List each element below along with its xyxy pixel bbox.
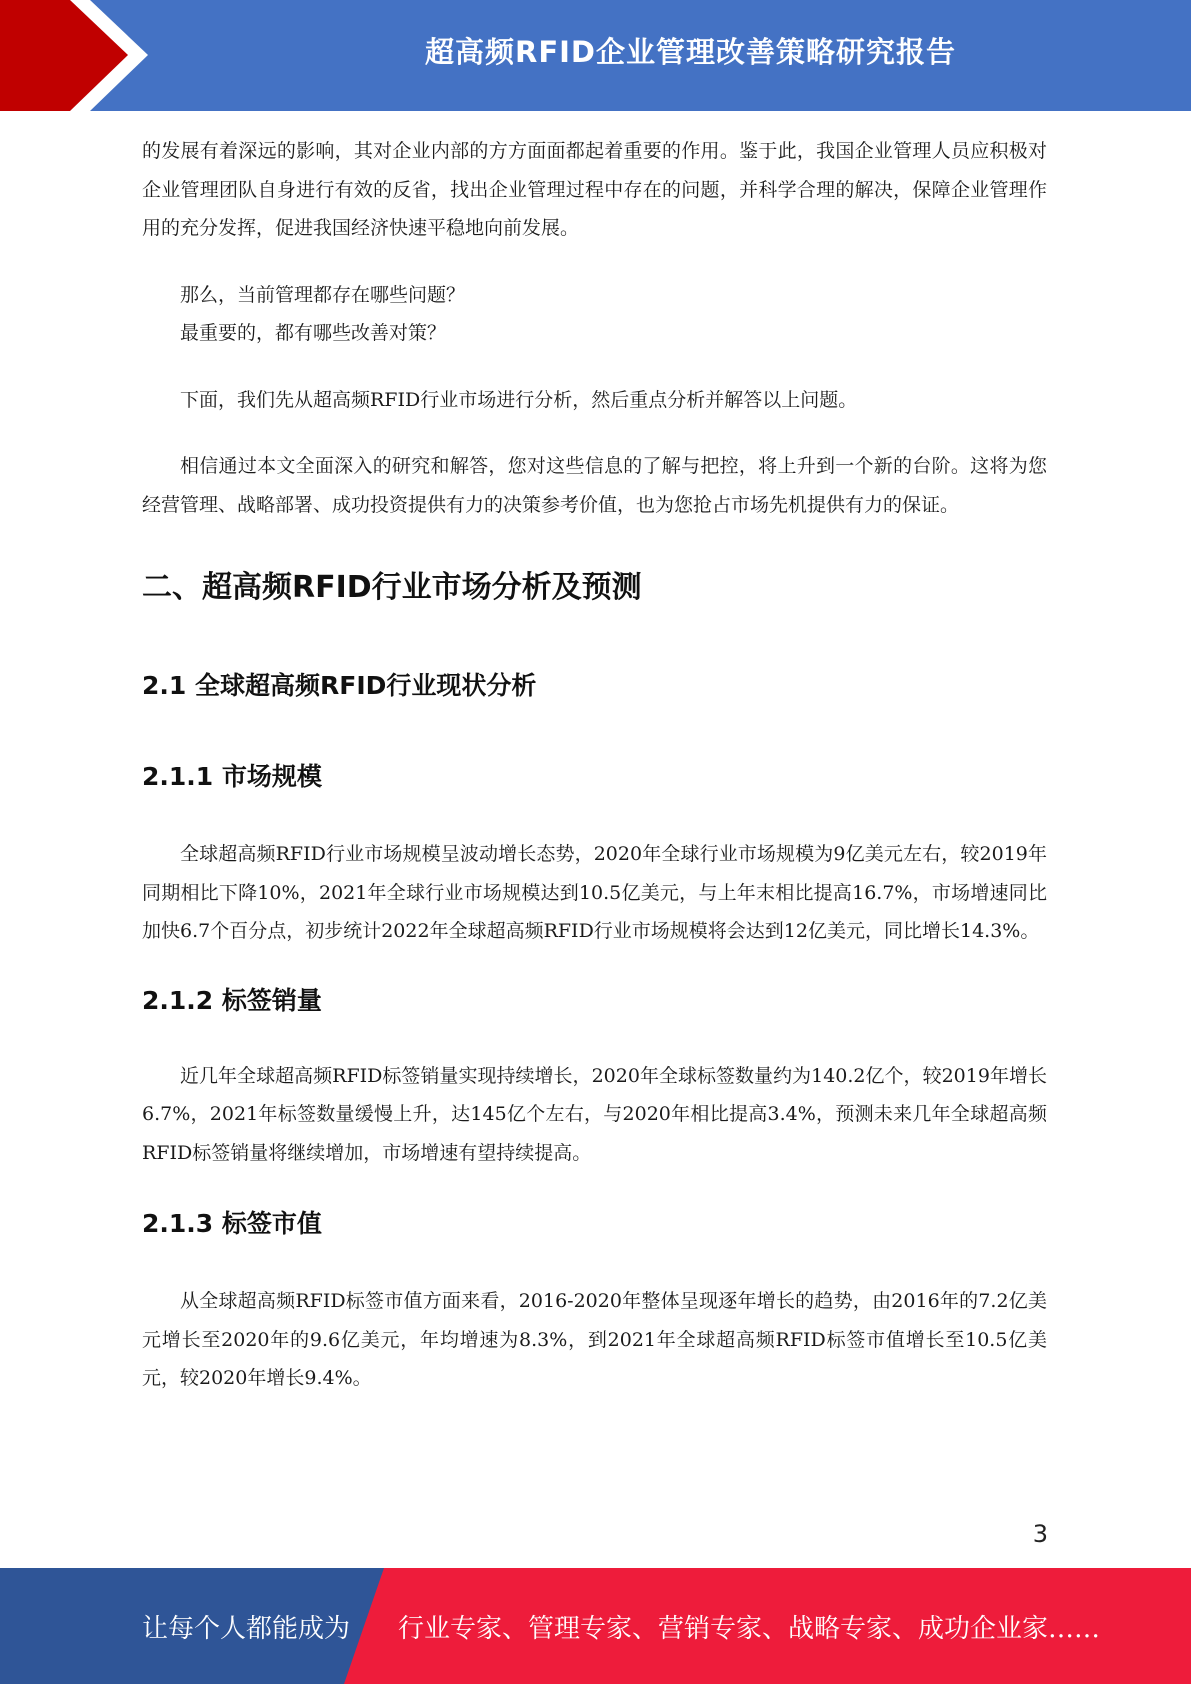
page-footer (0, 1568, 1191, 1684)
tag-value-paragraph: 从全球超高频RFID标签市值方面来看，2016-2020年整体呈现逐年增长的趋势，由2016年的7.2亿美元增长至2020年的9.6亿美元，年均增速为8.3%，到2021年全球超高频RFID标签市值增长至10.5亿美元，较2020年增长9.4%。 (142, 1290, 1047, 1389)
market-size-paragraph: 全球超高频RFID行业市场规模呈波动增长态势，2020年全球行业市场规模为9亿美元左右，较2019年同期相比下降10%，2021年全球行业市场规模达到10.5亿美元，与上年末相比提高16.7%，市场增速同比加快6.7个百分点，初步统计2022年全球超高频RFID行业市场规模将会达到12亿美元，同比增长14.3%。 (142, 843, 1047, 942)
tag-sales-paragraph: 近几年全球超高频RFID标签销量实现持续增长，2020年全球标签数量约为140.2亿个，较2019年增长6.7%，2021年标签数量缓慢上升，达145亿个左右，与2020年相比提高3.4%，预测未来几年全球超高频RFID标签销量将继续增加，市场增速有望持续提高。 (142, 1064, 1047, 1164)
footer-slogan-right: 行业专家、管理专家、营销专家、战略专家、成功企业家…… (398, 1613, 1101, 1644)
belief-paragraph: 相信通过本文全面深入的研究和解答，您对这些信息的了解与把控，将上升到一个新的台阶。这将为您经营管理、战略部署、成功投资提供有力的决策参考价值，也为您抢占市场先机提供有力的保证。 (142, 455, 1047, 516)
section-2-heading: 二、超高频RFID行业市场分析及预测 (142, 570, 642, 605)
page-header (0, 0, 1191, 111)
page-number: 3 (1032, 1520, 1048, 1548)
plan-paragraph: 下面，我们先从超高频RFID行业市场进行分析，然后重点分析并解答以上问题。 (180, 388, 858, 411)
section-2-1-heading: 2.1 全球超高频RFID行业现状分析 (142, 671, 537, 700)
footer-slogan-left: 让每个人都能成为 (142, 1613, 351, 1644)
section-2-1-3-heading: 2.1.3 标签市值 (142, 1209, 322, 1238)
section-2-1-1-heading: 2.1.1 市场规模 (142, 762, 322, 791)
intro-paragraph: 的发展有着深远的影响，其对企业内部的方方面面都起着重要的作用。鉴于此，我国企业管理人员应积极对企业管理团队自身进行有效的反省，找出企业管理过程中存在的问题，并科学合理的解决，保障企业管理作用的充分发挥，促进我国经济快速平稳地向前发展。 (142, 140, 1047, 239)
question-one: 那么，当前管理都存在哪些问题？ (180, 283, 466, 306)
section-2-1-2-heading: 2.1.2 标签销量 (142, 985, 322, 1015)
question-two: 最重要的，都有哪些改善对策？ (180, 322, 447, 344)
page-content (142, 132, 1047, 1398)
report-title: 超高频RFID企业管理改善策略研究报告 (424, 34, 956, 69)
